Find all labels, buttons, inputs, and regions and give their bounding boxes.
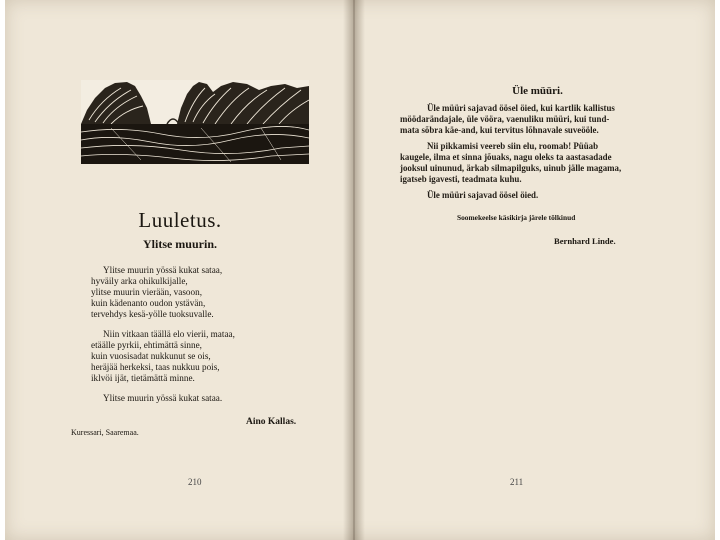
woodcut-illustration [81,80,309,164]
left-page [5,0,355,540]
prose-line: kaugele, ilma et sinna jõuaks, nagu oleks ta aastasadade [400,152,612,162]
prose-line: jooksul uinunud, ärkab silmapilguks, uinub jälle magama, [400,163,622,173]
author-signature: Aino Kallas. [246,417,297,427]
prose-line: mata sõbra käe-and, kui tervitus lõhnavale suveööle. [400,125,599,135]
poem-line: heräjää herkeksi, taas nukkuu pois, [91,362,220,372]
poem-line: Ylitse muurin yössä kukat sataa, [103,265,223,275]
prose-line: igatseb igavesti, teadmata kuhu. [400,174,522,184]
right-page [360,0,715,540]
poem-line: Ylitse muurin yössä kukat sataa. [103,393,223,403]
prose-line: Üle müüri sajavad öösel öied. [427,190,539,200]
poem-line: kuin vuosisadat nukkunut se ois, [91,351,211,361]
poem-line: kuin kädenanto oudon ystävän, [91,298,206,308]
poem-line: etäälle pyrkii, ehtimättä sinne, [91,340,202,350]
place-line: Kuressari, Saaremaa. [71,428,139,437]
translation-note: Soomekeelse käsikirja järele tõlkinud [457,213,576,222]
prose-line: möödarändajale, üle vööra, vaenuliku müüri, kui tund- [400,114,610,124]
page-number: 211 [510,477,524,487]
prose-line: Nii pikkamisi veereb siin elu, roomab! Püüab [427,141,599,151]
poem-line: iklvöi ijät, tietämättä minne. [91,373,195,383]
prose-title: Üle müüri. [512,85,563,97]
page-number: 210 [188,477,202,487]
poem-line: ylitse muurin vierään, vasoon, [91,287,202,297]
poem-subtitle: Ylitse muurin. [142,237,217,251]
prose-line: Üle müüri sajavad öösel öied, kui kartlik kallistus [427,103,615,113]
poem-line: tervehdys kesä-yölle tuoksuvalle. [91,309,214,319]
poem-line: Niin vitkaan täällä elo vierii, mataa, [103,329,235,339]
translator-signature: Bernhard Linde. [554,236,616,246]
poem-title: Luuletus. [138,208,222,232]
poem-line: hyväily arka ohikulkijalle, [91,276,188,286]
